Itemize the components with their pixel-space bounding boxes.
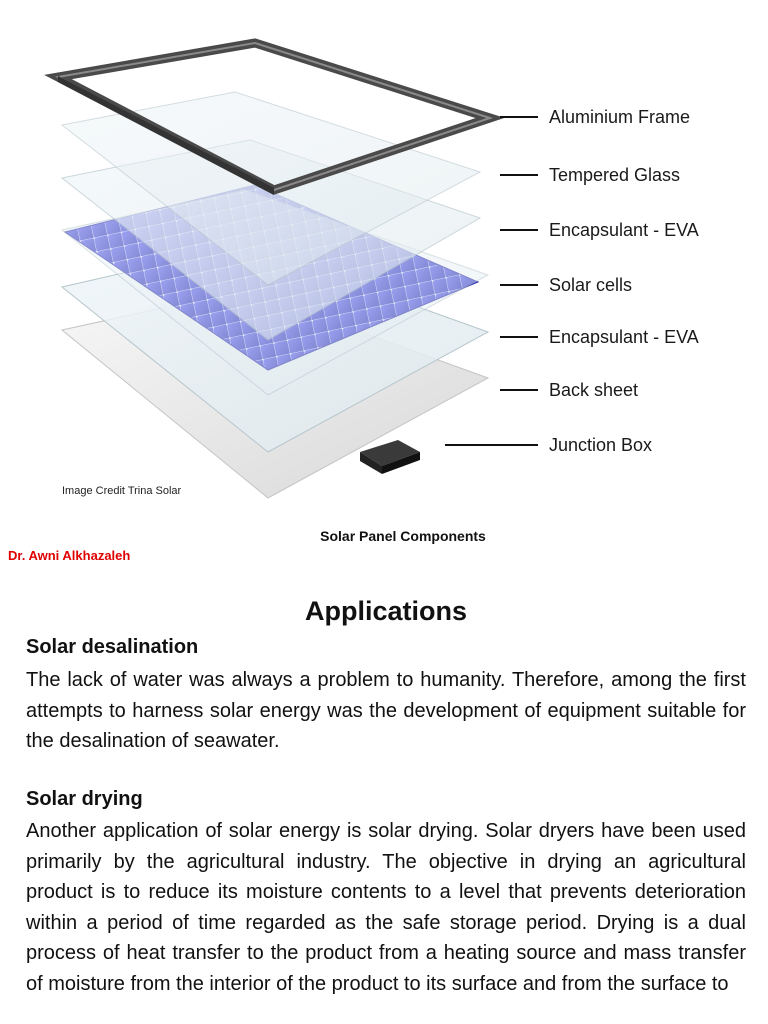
author-name: Dr. Awni Alkhazaleh [8,548,131,563]
label-encapsulant-top: Encapsulant - EVA [549,220,699,240]
label-junction-box: Junction Box [549,435,653,455]
label-aluminium-frame: Aluminium Frame [549,107,691,127]
label-tempered-glass: Tempered Glass [549,165,681,185]
label-encapsulant-bottom: Encapsulant - EVA [549,327,699,347]
section-heading: Applications [304,596,467,626]
figure-caption: Solar Panel Components [320,528,486,544]
junction-box [360,440,420,474]
label-back-sheet: Back sheet [549,380,639,400]
solar-desalination-heading: Solar desalination [26,636,199,658]
solar-drying-text: Another application of solar energy is solar drying. Solar dryers have been used primarily by the agricultural industry. The objective in drying an agricultural product is to reduce its moisture contents to a level that prevents deterioration within a period of time regarded as the safe storage period. Drying is a dual process of heat transfer to the product from a heating source and mass transfer of moisture from the interior of the product to its surface and from the surface to [26,820,746,995]
solar-drying-heading: Solar drying [26,788,143,810]
image-credit: Image Credit Trina Solar [62,485,182,497]
solar-desalination-text: The lack of water was always a problem to humanity. Therefore, among the first attempts to harness solar energy was the development of equipment suitable for the desalination of seawater. [26,669,746,752]
label-solar-cells: Solar cells [549,275,633,295]
